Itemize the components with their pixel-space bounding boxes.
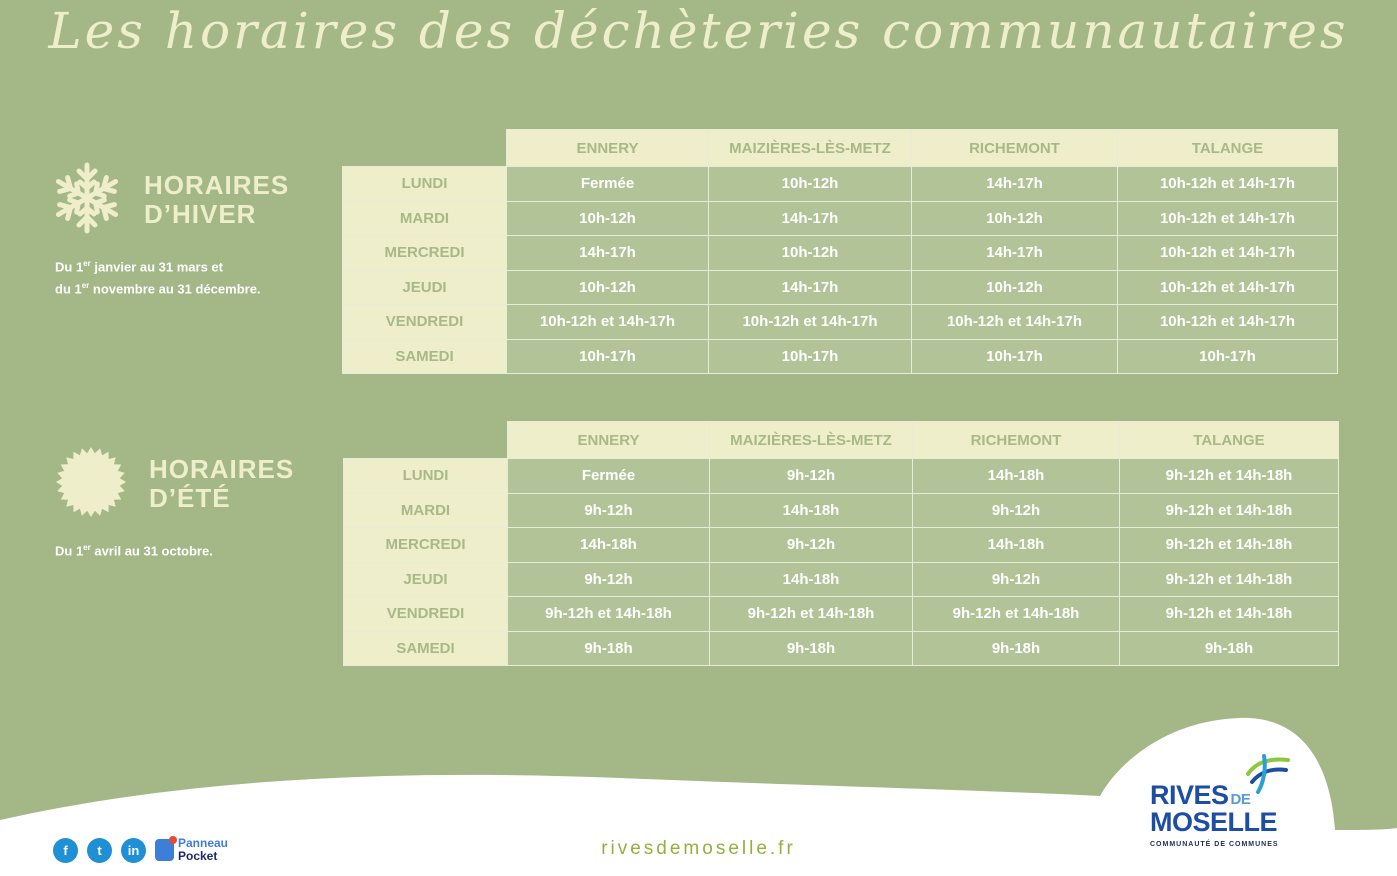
table-cell: 9h-12h et 14h-18h [1120,562,1339,597]
facebook-icon[interactable]: f [53,838,78,863]
website-link[interactable]: rivesdemoselle.fr [601,838,796,859]
table-cell: 10h-12h [507,201,709,236]
winter-date-line2: du 1er novembre au 31 décembre. [55,281,261,297]
column-header: MAIZIÈRES-LÈS-METZ [709,130,912,167]
table-cell: 10h-17h [709,339,912,374]
table-cell: 14h-17h [912,236,1118,271]
column-header: RICHEMONT [913,422,1120,459]
logo-line2: MOSELLE [1150,807,1278,837]
table-cell: 9h-12h et 14h-18h [1120,493,1339,528]
table-cell: 9h-12h et 14h-18h [508,597,710,632]
table-cell: 9h-12h et 14h-18h [1120,459,1339,494]
rives-de-moselle-logo [1150,752,1290,852]
day-label: JEUDI [344,562,508,597]
table-cell: 10h-12h et 14h-17h [912,305,1118,340]
winter-date-line1: Du 1er janvier au 31 mars et [55,259,223,275]
day-label: MARDI [343,201,507,236]
day-label: VENDREDI [343,305,507,340]
table-cell: 14h-17h [709,201,912,236]
day-label: SAMEDI [344,631,508,666]
column-header: ENNERY [507,130,709,167]
page-title: Les horaires des déchèteries communautaires [48,2,1349,60]
day-label: SAMEDI [343,339,507,374]
summer-date-line1: Du 1er avril au 31 octobre. [55,543,213,559]
table-cell: 10h-12h [912,270,1118,305]
logo-tagline: COMMUNAUTÉ DE COMMUNES [1150,841,1279,848]
day-label: MERCREDI [343,236,507,271]
table-cell: 10h-12h et 14h-17h [1118,167,1338,202]
table-cell: 9h-12h [508,562,710,597]
day-label: VENDREDI [344,597,508,632]
twitter-icon[interactable]: t [87,838,112,863]
table-cell: 9h-12h et 14h-18h [1120,528,1339,563]
table-cell: 9h-12h [913,562,1120,597]
table-cell: 14h-18h [508,528,710,563]
column-header: TALANGE [1120,422,1339,459]
table-cell: 14h-18h [913,459,1120,494]
table-cell: 10h-17h [507,339,709,374]
table-cell: 14h-18h [913,528,1120,563]
summer-title-line1: HORAIRES [149,454,295,484]
table-cell: Fermée [507,167,709,202]
day-label: LUNDI [343,167,507,202]
table-cell: Fermée [508,459,710,494]
table-cell: 9h-12h et 14h-18h [710,597,913,632]
table-cell: 9h-12h [508,493,710,528]
table-cell: 10h-12h et 14h-17h [1118,305,1338,340]
table-cell: 10h-17h [1118,339,1338,374]
panneau-pocket-line1: Panneau [178,836,229,850]
day-label: LUNDI [344,459,508,494]
table-cell: 10h-12h [709,236,912,271]
winter-title-line1: HORAIRES [144,170,290,200]
day-label: JEUDI [343,270,507,305]
table-cell: 10h-12h et 14h-17h [507,305,709,340]
table-cell: 9h-12h [710,459,913,494]
table-cell: 9h-18h [508,631,710,666]
linkedin-icon[interactable]: in [121,838,146,863]
table-cell: 10h-12h [912,201,1118,236]
table-cell: 10h-12h et 14h-17h [1118,201,1338,236]
table-cell: 10h-17h [912,339,1118,374]
table-cell: 14h-18h [710,493,913,528]
table-cell: 10h-12h et 14h-17h [709,305,912,340]
column-header: TALANGE [1118,130,1338,167]
column-header: ENNERY [508,422,710,459]
table-cell: 14h-17h [507,236,709,271]
table-cell: 10h-12h et 14h-17h [1118,270,1338,305]
logo-line1: RIVES DE [1150,780,1251,810]
table-cell: 10h-12h [709,167,912,202]
table-cell: 10h-12h [507,270,709,305]
summer-title-line2: D’ÉTÉ [149,483,231,513]
table-cell: 9h-12h [913,493,1120,528]
table-cell: 10h-12h et 14h-17h [1118,236,1338,271]
column-header: MAIZIÈRES-LÈS-METZ [710,422,913,459]
table-cell: 9h-12h et 14h-18h [913,597,1120,632]
table-cell: 14h-17h [912,167,1118,202]
panneau-pocket-line2: Pocket [178,849,218,863]
table-cell: 14h-18h [710,562,913,597]
column-header: RICHEMONT [912,130,1118,167]
table-cell: 9h-18h [710,631,913,666]
table-cell: 9h-18h [1120,631,1339,666]
table-cell: 14h-17h [709,270,912,305]
day-label: MARDI [344,493,508,528]
table-cell: 9h-12h [710,528,913,563]
day-label: MERCREDI [344,528,508,563]
table-cell: 9h-18h [913,631,1120,666]
winter-title-line2: D’HIVER [144,199,257,229]
table-cell: 9h-12h et 14h-18h [1120,597,1339,632]
